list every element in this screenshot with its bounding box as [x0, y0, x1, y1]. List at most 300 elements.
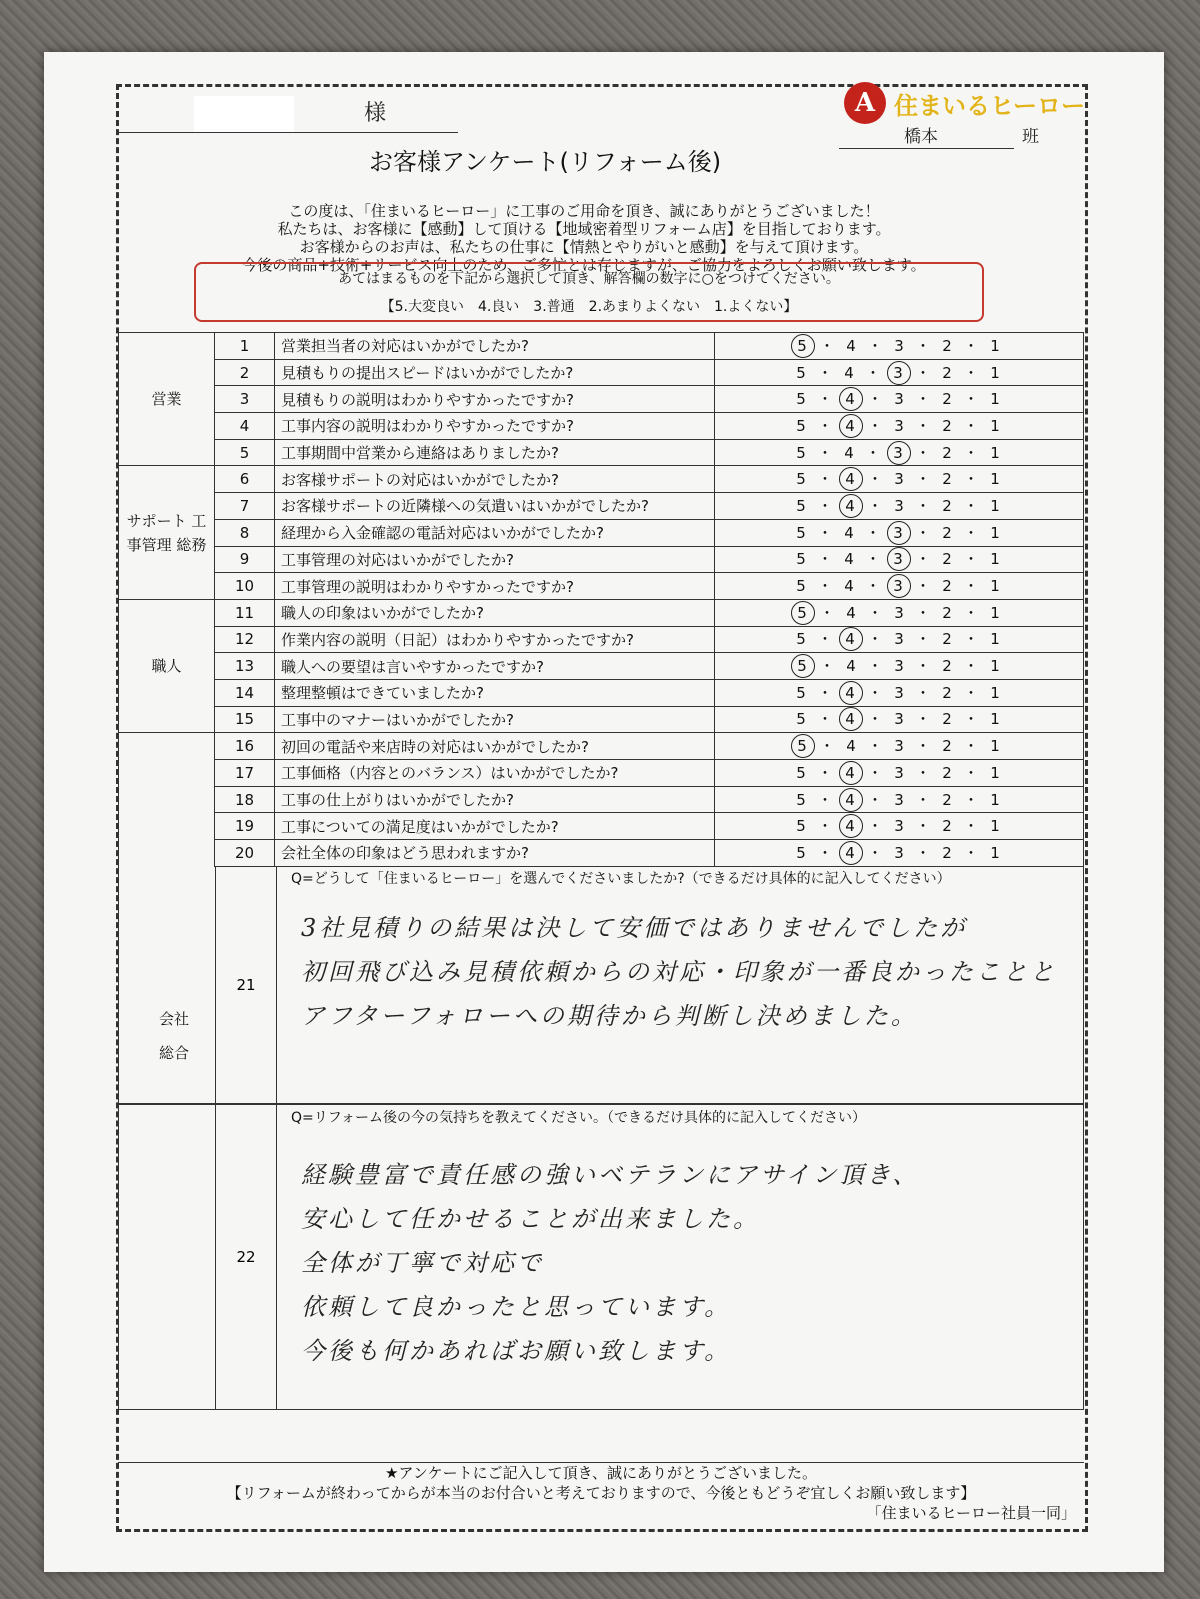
- question-row: [119, 573, 1084, 600]
- separator-dot: ・: [915, 336, 933, 355]
- separator-dot: ・: [915, 710, 933, 729]
- q22-question: Q=リフォーム後の今の気持ちを教えてください。（できるだけ具体的に記入してください）: [291, 1110, 867, 1126]
- rating-option-selected[interactable]: 3: [887, 361, 911, 385]
- redacted-customer-name: [194, 96, 294, 132]
- rating-option-selected[interactable]: 5: [791, 734, 815, 758]
- question-row: [119, 413, 1084, 440]
- rating-option-selected[interactable]: 3: [887, 521, 911, 545]
- rating-option[interactable]: 2: [942, 390, 954, 409]
- question-number: 3: [215, 386, 275, 413]
- rating-scale: [715, 386, 1084, 413]
- rating-scale: [715, 546, 1084, 573]
- rating-option[interactable]: 4: [844, 443, 856, 462]
- handwritten-line: 依頼して良かったと思っています。: [301, 1293, 732, 1321]
- question-text: 経理から入金確認の電話対応はいかがでしたか?: [275, 519, 715, 546]
- separator-dot: ・: [867, 390, 885, 409]
- rating-option[interactable]: 1: [990, 630, 1002, 649]
- rating-option[interactable]: 2: [942, 577, 954, 596]
- separator-dot: ・: [819, 336, 837, 355]
- separator-dot: ・: [817, 390, 835, 409]
- question-number: 19: [215, 813, 275, 840]
- separator-dot: ・: [819, 657, 837, 676]
- rating-option[interactable]: 1: [990, 710, 1002, 729]
- separator-dot: ・: [817, 817, 835, 836]
- separator-dot: ・: [963, 630, 981, 649]
- rating-scale: [715, 626, 1084, 653]
- separator-dot: ・: [867, 470, 885, 489]
- rating-option[interactable]: 3: [894, 336, 906, 355]
- handwritten-line: アフターフォローへの期待から判断し決めました。: [301, 1002, 918, 1030]
- rating-option[interactable]: 4: [846, 657, 858, 676]
- separator-dot: ・: [867, 817, 885, 836]
- rating-option[interactable]: 1: [990, 657, 1002, 676]
- separator-dot: ・: [963, 790, 981, 809]
- rating-option[interactable]: 5: [796, 523, 808, 542]
- rating-option[interactable]: 5: [796, 416, 808, 435]
- rating-option[interactable]: 1: [990, 843, 1002, 862]
- rating-option-selected[interactable]: 5: [791, 654, 815, 678]
- rating-option[interactable]: 1: [990, 737, 1002, 756]
- rating-option[interactable]: 4: [844, 363, 856, 382]
- rating-option[interactable]: 5: [796, 363, 808, 382]
- question-text: お客様サポートの対応はいかがでしたか?: [275, 466, 715, 493]
- rating-option[interactable]: 4: [844, 577, 856, 596]
- rating-scale: [715, 840, 1084, 867]
- rating-option-selected[interactable]: 4: [839, 494, 863, 518]
- team-suffix: 班: [1022, 127, 1039, 147]
- handwritten-line: 今後も何かあればお願い致します。: [301, 1337, 732, 1365]
- rating-option[interactable]: 3: [894, 737, 906, 756]
- separator-dot: ・: [915, 523, 933, 542]
- separator-dot: ・: [817, 630, 835, 649]
- separator-dot: ・: [865, 523, 883, 542]
- separator-dot: ・: [817, 710, 835, 729]
- instruction-scroll: [194, 262, 984, 322]
- question-row: [119, 653, 1084, 680]
- question-text: 見積もりの説明はわかりやすかったですか?: [275, 386, 715, 413]
- separator-dot: ・: [963, 470, 981, 489]
- rating-scale: [715, 760, 1084, 787]
- separator-dot: ・: [867, 737, 885, 756]
- question-number: 16: [215, 733, 275, 760]
- rating-scale: [715, 786, 1084, 813]
- category-craftsman: 職人: [119, 599, 215, 732]
- rating-scale: [715, 493, 1084, 520]
- separator-dot: ・: [915, 737, 933, 756]
- rating-option-selected[interactable]: 3: [887, 574, 911, 598]
- question-text: 会社全体の印象はどう思われますか?: [275, 840, 715, 867]
- separator-dot: ・: [817, 577, 835, 596]
- separator-dot: ・: [963, 737, 981, 756]
- question-row: [119, 786, 1084, 813]
- separator-dot: ・: [963, 336, 981, 355]
- rating-option-selected[interactable]: 4: [839, 761, 863, 785]
- rating-option[interactable]: 3: [894, 470, 906, 489]
- rating-option[interactable]: 3: [894, 657, 906, 676]
- separator-dot: ・: [963, 843, 981, 862]
- rating-option-selected[interactable]: 3: [887, 547, 911, 571]
- rating-option[interactable]: 1: [990, 523, 1002, 542]
- question-number: 15: [215, 706, 275, 733]
- separator-dot: ・: [915, 363, 933, 382]
- customer-name-area: [194, 96, 386, 132]
- q22-answer: [301, 1153, 919, 1373]
- rating-option[interactable]: 2: [942, 496, 954, 515]
- category-company: [119, 733, 215, 866]
- question-row: [119, 493, 1084, 520]
- rating-scale: [715, 413, 1084, 440]
- rating-scale: [715, 519, 1084, 546]
- separator-dot: ・: [915, 657, 933, 676]
- rating-option[interactable]: 1: [990, 363, 1002, 382]
- question-text: 見積もりの提出スピードはいかがでしたか?: [275, 359, 715, 386]
- rating-option[interactable]: 4: [844, 550, 856, 569]
- separator-dot: ・: [915, 390, 933, 409]
- separator-dot: ・: [915, 496, 933, 515]
- question-text: 工事中のマナーはいかがでしたか?: [275, 706, 715, 733]
- rating-option-selected[interactable]: 4: [839, 467, 863, 491]
- rating-scale: [715, 706, 1084, 733]
- manager-name: 橋本: [904, 127, 938, 147]
- question-row: [119, 466, 1084, 493]
- question-row: [119, 333, 1084, 360]
- rating-legend: 【5.大変良い 4.良い 3.普通 2.あまりよくない 1.よくない】: [380, 299, 798, 315]
- question-number: 4: [215, 413, 275, 440]
- rating-option[interactable]: 2: [942, 523, 954, 542]
- rating-option[interactable]: 4: [846, 336, 858, 355]
- rating-option[interactable]: 3: [894, 416, 906, 435]
- separator-dot: ・: [915, 603, 933, 622]
- rating-option-selected[interactable]: 5: [791, 334, 815, 358]
- team-underline: [839, 148, 1014, 149]
- customer-suffix: 様: [364, 101, 387, 126]
- question-row: [119, 706, 1084, 733]
- rating-option[interactable]: 5: [796, 390, 808, 409]
- separator-dot: ・: [867, 416, 885, 435]
- separator-dot: ・: [915, 416, 933, 435]
- question-row: [119, 813, 1084, 840]
- separator-dot: ・: [963, 416, 981, 435]
- question-text: 工事管理の説明はわかりやすかったですか?: [275, 573, 715, 600]
- rating-option[interactable]: 2: [942, 603, 954, 622]
- rating-option[interactable]: 3: [894, 763, 906, 782]
- rating-option[interactable]: 2: [942, 817, 954, 836]
- separator-dot: ・: [963, 603, 981, 622]
- question-text: 工事期間中営業から連絡はありましたか?: [275, 439, 715, 466]
- rating-option[interactable]: 5: [796, 790, 808, 809]
- q21-block: [118, 866, 1084, 1104]
- rating-option-selected[interactable]: 4: [839, 707, 863, 731]
- question-number: 10: [215, 573, 275, 600]
- separator-dot: ・: [817, 443, 835, 462]
- question-row: [119, 840, 1084, 867]
- category-company: 会社総合: [159, 1010, 190, 1062]
- rating-option[interactable]: 3: [894, 496, 906, 515]
- handwritten-line: 初回飛び込み見積依頼からの対応・印象が一番良かったことと: [301, 958, 1057, 986]
- question-text: お客様サポートの近隣様への気遣いはいかがでしたか?: [275, 493, 715, 520]
- question-number: 13: [215, 653, 275, 680]
- question-number: 14: [215, 679, 275, 706]
- question-text: 整理整頓はできていましたか?: [275, 679, 715, 706]
- separator-dot: ・: [867, 683, 885, 702]
- survey-table: [118, 332, 1084, 867]
- rating-option[interactable]: 3: [894, 817, 906, 836]
- separator-dot: ・: [963, 817, 981, 836]
- handwritten-line: 3社見積りの結果は決して安価ではありませんでしたが: [301, 914, 968, 942]
- footer-thanks: ★アンケートにご記入して頂き、誠にありがとうございました。: [385, 1464, 817, 1482]
- q22-number: 22: [215, 1105, 277, 1409]
- separator-dot: ・: [867, 710, 885, 729]
- rating-option[interactable]: 2: [942, 630, 954, 649]
- separator-dot: ・: [867, 603, 885, 622]
- rating-option[interactable]: 5: [796, 550, 808, 569]
- rating-option[interactable]: 1: [990, 790, 1002, 809]
- handwritten-line: 経験豊富で責任感の強いベテランにアサイン頂き、: [301, 1161, 920, 1189]
- rating-option[interactable]: 2: [942, 683, 954, 702]
- q21-answer: [301, 906, 1057, 1038]
- separator-dot: ・: [915, 763, 933, 782]
- rating-option[interactable]: 5: [796, 630, 808, 649]
- question-text: 工事の仕上がりはいかがでしたか?: [275, 786, 715, 813]
- intro-line: この度は、「住まいるヒーロー」に工事のご用命を頂き、誠にありがとうございました！: [288, 202, 880, 220]
- question-text: 工事についての満足度はいかがでしたか?: [275, 813, 715, 840]
- rating-option[interactable]: 3: [894, 603, 906, 622]
- separator-dot: ・: [915, 843, 933, 862]
- rating-option[interactable]: 2: [942, 790, 954, 809]
- footer-signature: 「住まいるヒーロー社員一同」: [866, 1504, 1076, 1522]
- rating-scale: [715, 573, 1084, 600]
- rating-option[interactable]: 5: [796, 443, 808, 462]
- question-row: [119, 439, 1084, 466]
- separator-dot: ・: [865, 550, 883, 569]
- rating-option[interactable]: 5: [796, 710, 808, 729]
- page-title: お客様アンケート(リフォーム後): [369, 148, 722, 176]
- rating-option[interactable]: 1: [990, 336, 1002, 355]
- footer-message: 【リフォームが終わってからが本当のお付合いと考えておりますので、今後ともどうぞ宜しくお願い致します】: [226, 1484, 976, 1502]
- question-number: 7: [215, 493, 275, 520]
- separator-dot: ・: [867, 763, 885, 782]
- separator-dot: ・: [963, 657, 981, 676]
- question-row: [119, 599, 1084, 626]
- question-row: [119, 760, 1084, 787]
- separator-dot: ・: [817, 470, 835, 489]
- company-logo: [844, 82, 1085, 124]
- separator-dot: ・: [867, 657, 885, 676]
- question-text: 職人の印象はいかがでしたか?: [275, 599, 715, 626]
- intro-line: 私たちは、お客様に【感動】して頂ける【地域密着型リフォーム店】を目指しております。: [277, 220, 891, 238]
- question-text: 工事内容の説明はわかりやすかったですか?: [275, 413, 715, 440]
- separator-dot: ・: [865, 443, 883, 462]
- separator-dot: ・: [819, 603, 837, 622]
- logo-name: 住まいるヒーロー: [894, 91, 1086, 120]
- footer: [118, 1462, 1084, 1523]
- question-number: 9: [215, 546, 275, 573]
- question-row: [119, 359, 1084, 386]
- rating-option[interactable]: 2: [942, 763, 954, 782]
- separator-dot: ・: [865, 577, 883, 596]
- question-number: 18: [215, 786, 275, 813]
- question-number: 11: [215, 599, 275, 626]
- question-number: 6: [215, 466, 275, 493]
- survey-sheet: [44, 52, 1164, 1572]
- rating-scale: [715, 466, 1084, 493]
- rating-option[interactable]: 2: [942, 710, 954, 729]
- rating-option[interactable]: 3: [894, 683, 906, 702]
- intro-line: 今後の商品+技術+サービス向上のため、ご多忙とは存じますが、ご協力をよろしくお願い致します。: [242, 256, 926, 274]
- rating-option[interactable]: 2: [942, 443, 954, 462]
- question-text: 初回の電話や来店時の対応はいかがでしたか?: [275, 733, 715, 760]
- question-row: [119, 519, 1084, 546]
- rating-option[interactable]: 5: [796, 577, 808, 596]
- separator-dot: ・: [963, 523, 981, 542]
- rating-option[interactable]: 4: [844, 523, 856, 542]
- rating-option[interactable]: 5: [796, 496, 808, 515]
- rating-option[interactable]: 4: [846, 603, 858, 622]
- separator-dot: ・: [817, 843, 835, 862]
- rating-option[interactable]: 2: [942, 363, 954, 382]
- separator-dot: ・: [915, 630, 933, 649]
- rating-option[interactable]: 1: [990, 763, 1002, 782]
- rating-option-selected[interactable]: 4: [839, 814, 863, 838]
- question-number: 8: [215, 519, 275, 546]
- rating-option[interactable]: 2: [942, 737, 954, 756]
- rating-option[interactable]: 2: [942, 550, 954, 569]
- question-text: 営業担当者の対応はいかがでしたか?: [275, 333, 715, 360]
- rating-option[interactable]: 5: [796, 683, 808, 702]
- rating-option[interactable]: 1: [990, 603, 1002, 622]
- rating-option[interactable]: 1: [990, 683, 1002, 702]
- rating-option[interactable]: 1: [990, 416, 1002, 435]
- question-number: 17: [215, 760, 275, 787]
- rating-option[interactable]: 1: [990, 550, 1002, 569]
- rating-option[interactable]: 1: [990, 496, 1002, 515]
- question-row: [119, 733, 1084, 760]
- question-number: 5: [215, 439, 275, 466]
- separator-dot: ・: [915, 817, 933, 836]
- q21-question: Q=どうして「住まいるヒーロー」を選んでくださいましたか?（できるだけ具体的に記入してください）: [291, 871, 951, 887]
- question-number: 1: [215, 333, 275, 360]
- rating-scale: [715, 653, 1084, 680]
- rating-option-selected[interactable]: 4: [839, 788, 863, 812]
- rating-scale: [715, 599, 1084, 626]
- separator-dot: ・: [963, 763, 981, 782]
- logo-mark-icon: A: [844, 82, 886, 124]
- rating-option[interactable]: 5: [796, 843, 808, 862]
- rating-option-selected[interactable]: 4: [839, 387, 863, 411]
- separator-dot: ・: [867, 843, 885, 862]
- separator-dot: ・: [817, 416, 835, 435]
- question-number: 2: [215, 359, 275, 386]
- rating-option-selected[interactable]: 4: [839, 414, 863, 438]
- rating-option[interactable]: 3: [894, 790, 906, 809]
- separator-dot: ・: [817, 496, 835, 515]
- intro-line: お客様からのお声は、私たちの仕事に【情熱とやりがいと感動】を与えて頂けます。: [299, 238, 869, 256]
- question-text: 工事価格（内容とのバランス）はいかがでしたか?: [275, 760, 715, 787]
- rating-option[interactable]: 2: [942, 416, 954, 435]
- rating-scale: [715, 359, 1084, 386]
- separator-dot: ・: [819, 737, 837, 756]
- rating-option[interactable]: 3: [894, 390, 906, 409]
- rating-scale: [715, 813, 1084, 840]
- separator-dot: ・: [915, 470, 933, 489]
- separator-dot: ・: [817, 523, 835, 542]
- separator-dot: ・: [817, 363, 835, 382]
- rating-option[interactable]: 1: [990, 390, 1002, 409]
- rating-option[interactable]: 5: [796, 763, 808, 782]
- rating-option[interactable]: 1: [990, 443, 1002, 462]
- instruction-line: あてはまるものを下記から選択して頂き、解答欄の数字に○をつけてください。: [338, 271, 840, 287]
- separator-dot: ・: [963, 710, 981, 729]
- separator-dot: ・: [867, 496, 885, 515]
- question-row: [119, 679, 1084, 706]
- rating-option-selected[interactable]: 5: [791, 601, 815, 625]
- handwritten-line: 安心して任かせることが出来ました。: [301, 1205, 760, 1233]
- separator-dot: ・: [817, 550, 835, 569]
- rating-option[interactable]: 2: [942, 336, 954, 355]
- rating-option[interactable]: 2: [942, 470, 954, 489]
- separator-dot: ・: [817, 790, 835, 809]
- category-sales: 営業: [119, 333, 215, 466]
- separator-dot: ・: [865, 363, 883, 382]
- separator-dot: ・: [963, 496, 981, 515]
- separator-dot: ・: [867, 790, 885, 809]
- rating-option-selected[interactable]: 4: [839, 681, 863, 705]
- question-row: [119, 386, 1084, 413]
- question-row: [119, 626, 1084, 653]
- rating-scale: [715, 733, 1084, 760]
- rating-option[interactable]: 3: [894, 630, 906, 649]
- rating-option[interactable]: 1: [990, 470, 1002, 489]
- customer-underline: [118, 132, 458, 133]
- separator-dot: ・: [867, 630, 885, 649]
- rating-option[interactable]: 3: [894, 843, 906, 862]
- question-number: 12: [215, 626, 275, 653]
- category-support: サポート 工事管理 総務: [119, 466, 215, 599]
- rating-option-selected[interactable]: 4: [839, 841, 863, 865]
- rating-option-selected[interactable]: 4: [839, 627, 863, 651]
- question-number: 20: [215, 840, 275, 867]
- rating-scale: [715, 333, 1084, 360]
- q22-block: [118, 1104, 1084, 1410]
- question-text: 職人への要望は言いやすかったですか?: [275, 653, 715, 680]
- separator-dot: ・: [963, 683, 981, 702]
- q21-number: 21: [215, 866, 277, 1103]
- rating-option[interactable]: 5: [796, 817, 808, 836]
- rating-option[interactable]: 2: [942, 843, 954, 862]
- rating-option[interactable]: 3: [894, 710, 906, 729]
- rating-option[interactable]: 1: [990, 817, 1002, 836]
- separator-dot: ・: [915, 683, 933, 702]
- rating-option-selected[interactable]: 3: [887, 441, 911, 465]
- separator-dot: ・: [817, 763, 835, 782]
- separator-dot: ・: [963, 550, 981, 569]
- team-label: [904, 122, 1039, 147]
- separator-dot: ・: [817, 683, 835, 702]
- separator-dot: ・: [915, 577, 933, 596]
- separator-dot: ・: [915, 790, 933, 809]
- rating-scale: [715, 439, 1084, 466]
- question-text: 工事管理の対応はいかがでしたか?: [275, 546, 715, 573]
- separator-dot: ・: [963, 443, 981, 462]
- rating-option[interactable]: 2: [942, 657, 954, 676]
- separator-dot: ・: [867, 336, 885, 355]
- handwritten-line: 全体が丁寧で対応で: [301, 1249, 544, 1277]
- separator-dot: ・: [963, 390, 981, 409]
- rating-option[interactable]: 1: [990, 577, 1002, 596]
- rating-option[interactable]: 4: [846, 737, 858, 756]
- rating-scale: [715, 679, 1084, 706]
- rating-option[interactable]: 5: [796, 470, 808, 489]
